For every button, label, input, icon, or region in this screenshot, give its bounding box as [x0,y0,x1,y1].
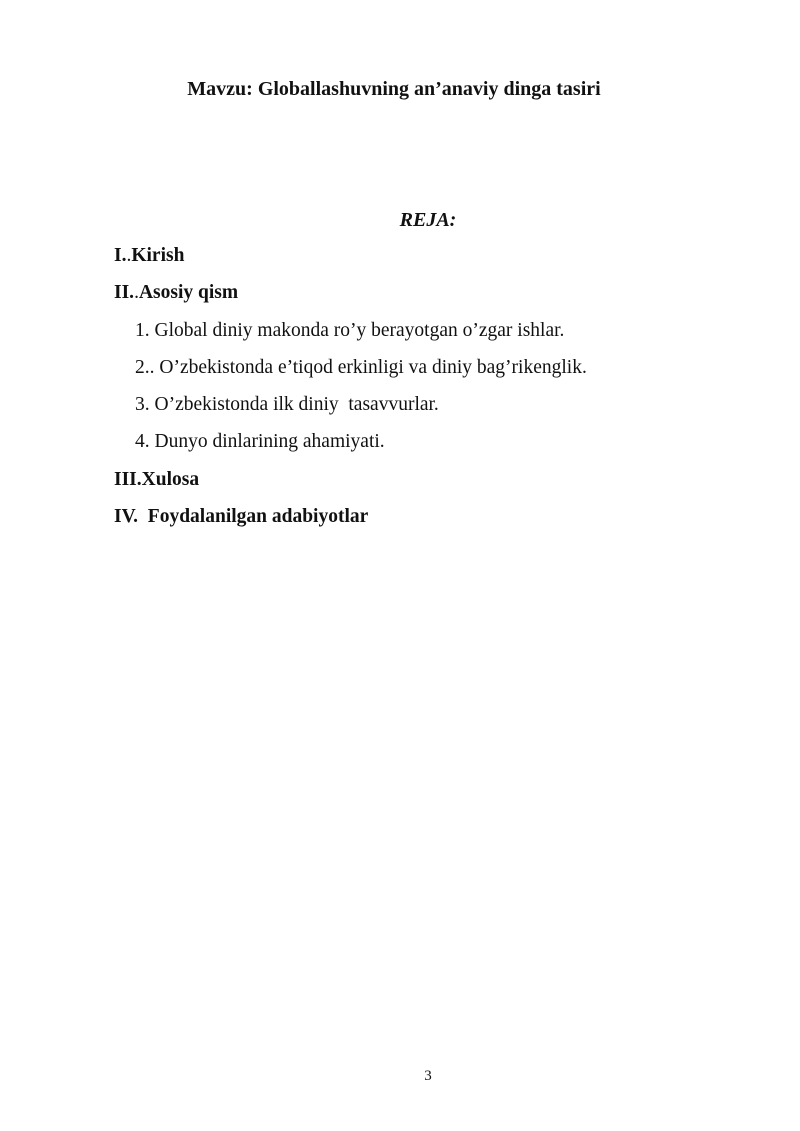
section-numeral: III. [114,468,142,490]
document-title: Mavzu: Globallashuvning an’anaviy dinga tasiri [187,78,601,100]
section-label: Asosiy qism [138,282,239,304]
outline-section-asosiy-qism [114,280,754,306]
section-numeral: I. [114,245,127,266]
section-numeral: II. [114,282,135,304]
outline-item-3: 3. O’zbekistonda ilk diniy tasavvurlar. [135,394,439,416]
plan-heading: REJA: [399,209,457,231]
outline-item-1: 1. Global diniy makonda ro’y berayotgan o’zgar ishlar. [135,319,565,341]
section-numeral: IV. [114,506,139,528]
section-label: Xulosa [141,468,200,490]
section-dots [138,506,148,527]
outline-section-kirish [114,243,754,269]
plan-outline [114,243,754,541]
outline-section-adabiyotlar [114,504,754,530]
section-dots: . [134,282,139,304]
outline-item-4: 4. Dunyo dinlarining ahamiyati. [135,431,385,453]
section-dots: . [126,245,132,266]
section-label: Kirish [131,245,185,266]
outline-item-2: 2.. O’zbekistonda e’tiqod erkinligi va diniy bag’rikenglik. [135,356,587,378]
section-label: Foydalanilgan adabiyotlar [147,506,369,528]
page-number: 3 [424,1068,432,1084]
outline-section-xulosa [114,467,754,493]
